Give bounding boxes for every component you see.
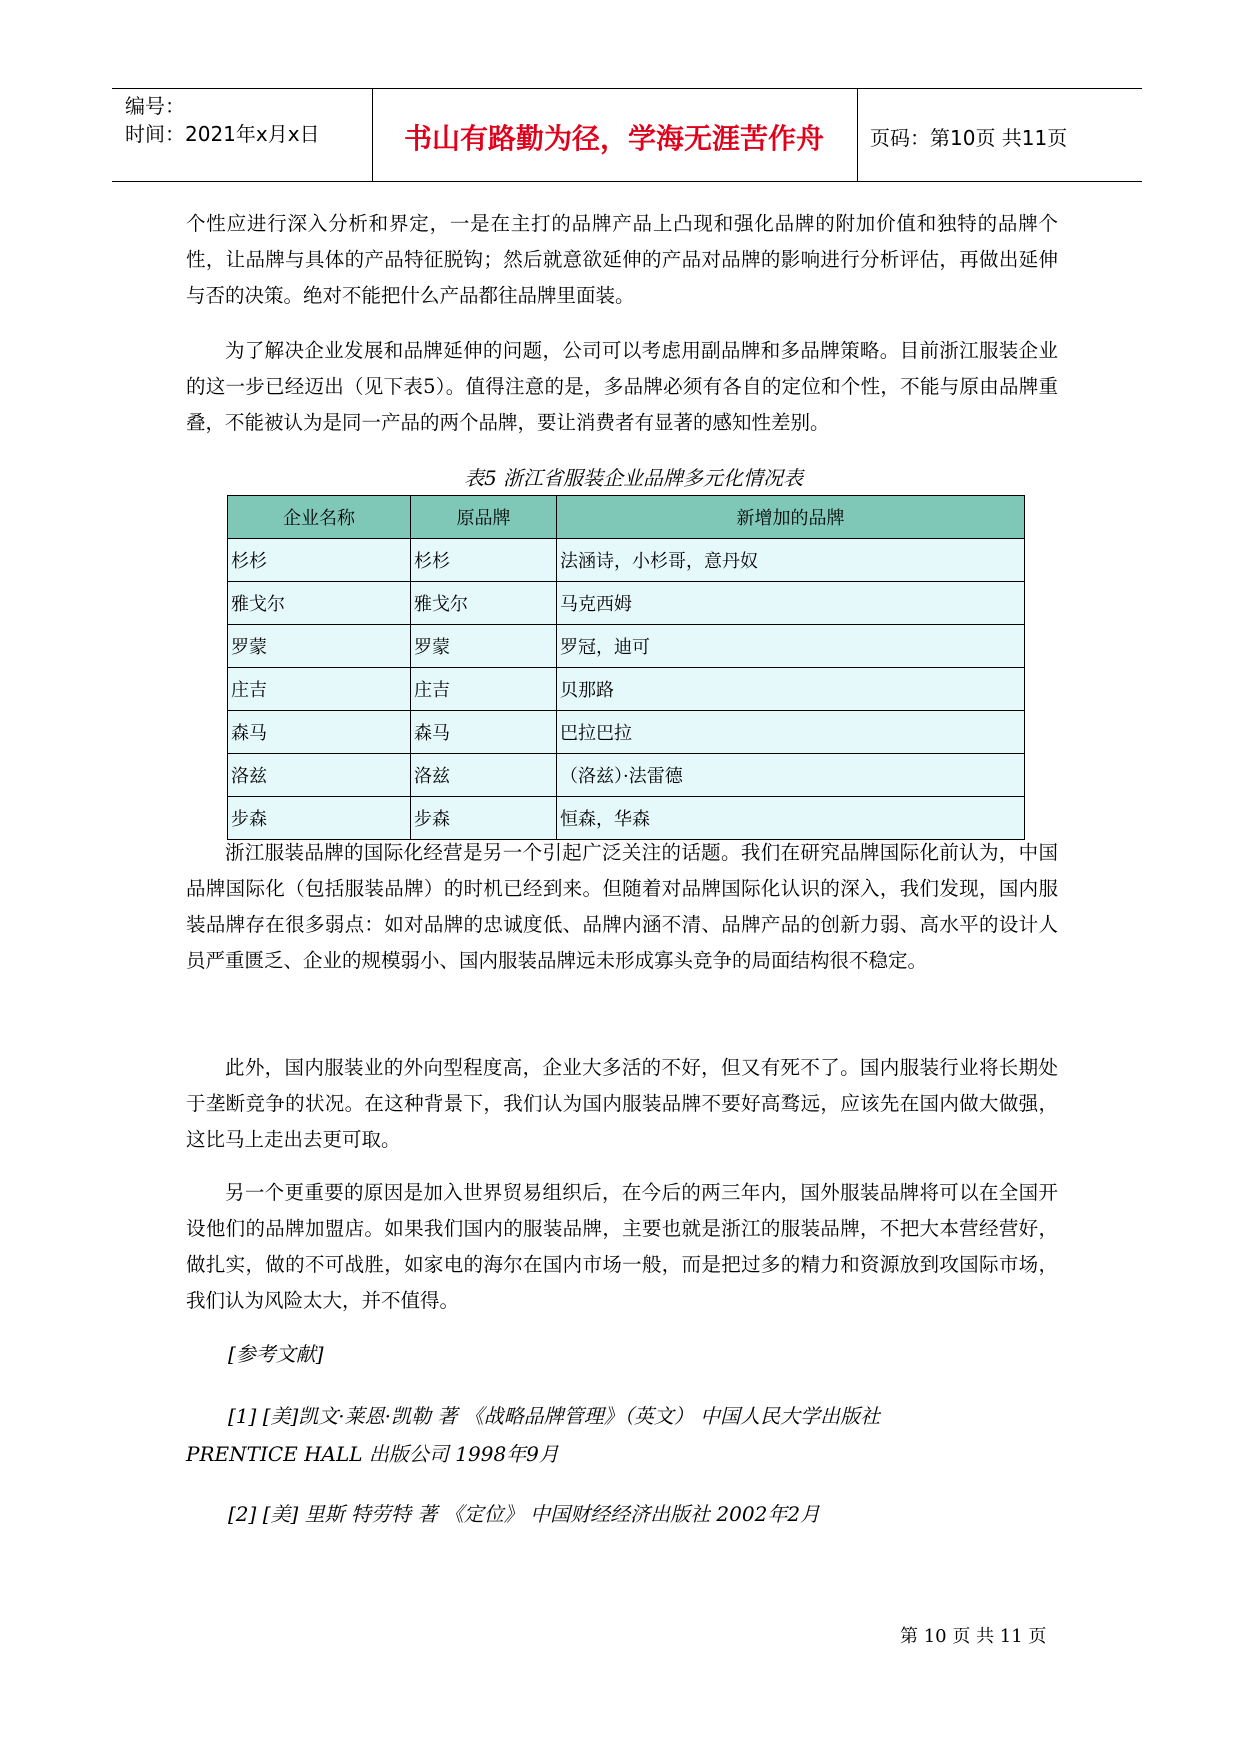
header-new-brands: 新增加的品牌 <box>557 496 1025 539</box>
reference-1-line-1: [1] [美]凯文·莱恩·凯勒 著 《战略品牌管理》（英文） 中国人民大学出版社 <box>228 1404 881 1428</box>
cell-original-brand: 庄吉 <box>411 668 557 711</box>
table-row <box>228 539 1025 582</box>
reference-2: [2] [美] 里斯 特劳特 著 《定位》 中国财经经济出版社 2002年2月 <box>228 1502 821 1526</box>
header-motto: 书山有路勤为径，学海无涯苦作舟 <box>403 122 824 155</box>
cell-company: 步森 <box>228 797 411 840</box>
cell-original-brand: 洛兹 <box>411 754 557 797</box>
paragraph-3: 浙江服装品牌的国际化经营是另一个引起广泛关注的话题。我们在研究品牌国际化前认为，中国品牌国际化（包括服装品牌）的时机已经到来。但随着对品牌国际化认识的深入，我们发现，国内服装品牌存在很多弱点：如对品牌的忠诚度低、品牌内涵不清、品牌产品的创新力弱、高水平的设计人员严重匮乏、企业的规模弱小、国内服装品牌远未形成寡头竞争的局面结构很不稳定。 <box>186 841 1058 972</box>
cell-original-brand: 步森 <box>411 797 557 840</box>
time-label: 时间：2021年x月x日 <box>125 122 320 146</box>
paragraph-4: 此外，国内服装业的外向型程度高，企业大多活的不好，但又有死不了。国内服装行业将长期处于垄断竞争的状况。在这种背景下，我们认为国内服装品牌不要好高骛远，应该先在国内做大做强，这比马上走出去更可取。 <box>186 1056 1058 1151</box>
table-row <box>228 582 1025 625</box>
paragraph-5: 另一个更重要的原因是加入世界贸易组织后，在今后的两三年内，国外服装品牌将可以在全国开设他们的品牌加盟店。如果我们国内的服装品牌，主要也就是浙江的服装品牌，不把大本营经营好，做扎实，做的不可战胜，如家电的海尔在国内市场一般，而是把过多的精力和资源放到攻国际市场，我们认为风险太大，并不值得。 <box>186 1181 1058 1312</box>
brand-table <box>227 495 1025 840</box>
header-divider-right <box>857 88 858 181</box>
number-label: 编号： <box>125 94 185 118</box>
cell-new-brands: 恒森，华森 <box>557 797 1025 840</box>
cell-company: 庄吉 <box>228 668 411 711</box>
header-page-info: 页码：第10页 共11页 <box>870 126 1068 150</box>
header-meta <box>125 92 320 148</box>
table-row <box>228 797 1025 840</box>
header-original-brand: 原品牌 <box>411 496 557 539</box>
cell-original-brand: 雅戈尔 <box>411 582 557 625</box>
header-divider-left <box>372 88 373 181</box>
table-row <box>228 711 1025 754</box>
header-bottom-rule <box>112 181 1142 182</box>
cell-new-brands: 巴拉巴拉 <box>557 711 1025 754</box>
paragraph-2: 为了解决企业发展和品牌延伸的问题，公司可以考虑用副品牌和多品牌策略。目前浙江服装企业的这一步已经迈出（见下表5）。值得注意的是，多品牌必须有各自的定位和个性，不能与原由品牌重叠，不能被认为是同一产品的两个品牌，要让消费者有显著的感知性差别。 <box>186 339 1058 434</box>
table-row <box>228 625 1025 668</box>
cell-new-brands: 贝那路 <box>557 668 1025 711</box>
references-heading: [参考文献] <box>228 1342 324 1366</box>
cell-company: 杉杉 <box>228 539 411 582</box>
header-top-rule <box>112 88 1142 89</box>
cell-original-brand: 森马 <box>411 711 557 754</box>
paragraph-1: 个性应进行深入分析和界定，一是在主打的品牌产品上凸现和强化品牌的附加价值和独特的品牌个性，让品牌与具体的产品特征脱钩；然后就意欲延伸的产品对品牌的影响进行分析评估，再做出延伸与否的决策。绝对不能把什么产品都往品牌里面装。 <box>186 212 1058 307</box>
reference-1-line-2: PRENTICE HALL 出版公司 1998年9月 <box>186 1442 559 1466</box>
table-header-row <box>228 496 1025 539</box>
footer-page-number: 第 10 页 共 11 页 <box>900 1626 1047 1647</box>
cell-company: 罗蒙 <box>228 625 411 668</box>
cell-company: 洛兹 <box>228 754 411 797</box>
cell-new-brands: （洛兹）·法雷德 <box>557 754 1025 797</box>
cell-new-brands: 罗冠，迪可 <box>557 625 1025 668</box>
cell-company: 森马 <box>228 711 411 754</box>
header-company: 企业名称 <box>228 496 411 539</box>
cell-company: 雅戈尔 <box>228 582 411 625</box>
table-row <box>228 754 1025 797</box>
cell-original-brand: 罗蒙 <box>411 625 557 668</box>
cell-original-brand: 杉杉 <box>411 539 557 582</box>
cell-new-brands: 法涵诗，小杉哥，意丹奴 <box>557 539 1025 582</box>
cell-new-brands: 马克西姆 <box>557 582 1025 625</box>
table-caption: 表5 浙江省服装企业品牌多元化情况表 <box>463 466 804 490</box>
table-row <box>228 668 1025 711</box>
